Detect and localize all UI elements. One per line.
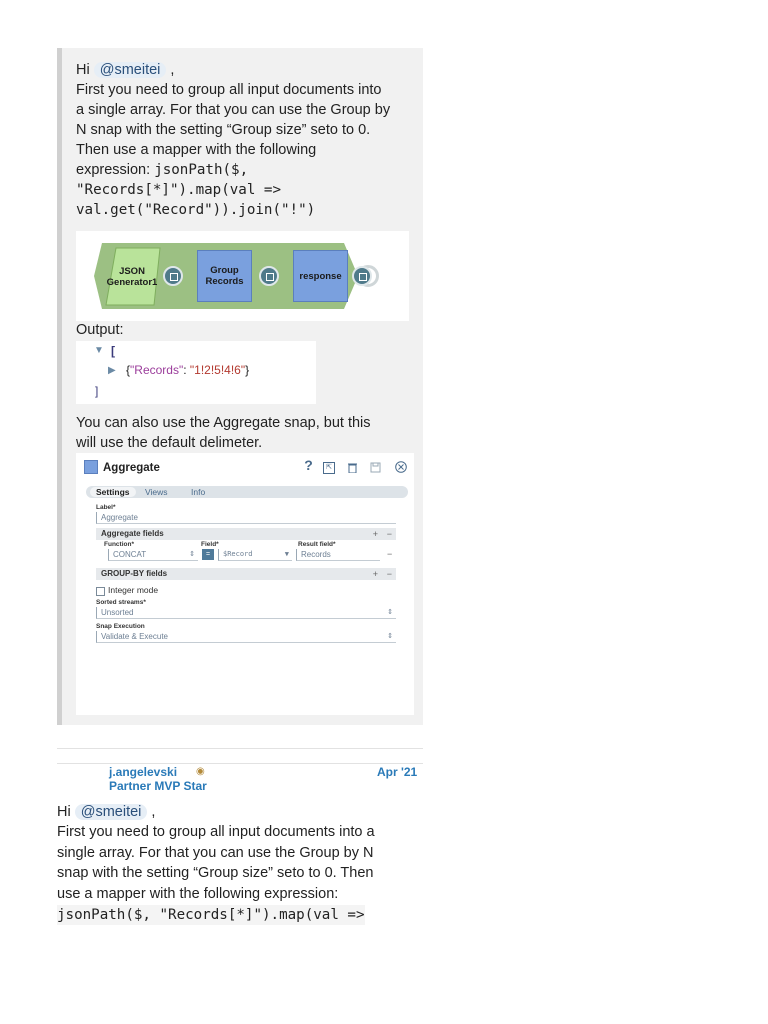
save-icon[interactable] [370, 462, 381, 473]
snap-execution-label: Snap Execution [96, 623, 145, 630]
pipeline-image [76, 231, 409, 321]
stepper-icon: ⇕ [387, 609, 393, 616]
snap-icon [84, 460, 98, 474]
collapse-triangle-icon[interactable]: ▼ [94, 345, 104, 356]
add-row-button[interactable]: + [372, 529, 378, 539]
eye-icon: ◉ [196, 766, 205, 777]
integer-mode-checkbox[interactable] [96, 587, 105, 596]
expand-triangle-icon[interactable]: ▶ [108, 365, 116, 376]
expression-toggle-icon[interactable]: = [202, 549, 214, 560]
post-header-divider [57, 763, 423, 764]
json-open-bracket: [ [111, 344, 115, 358]
field-value: $Record [223, 550, 253, 558]
result-field-input[interactable]: Records [296, 549, 380, 561]
remove-row-button[interactable]: − [386, 529, 392, 539]
paragraph-line: single array. For that you can use the Group by N [57, 845, 374, 861]
post-date[interactable]: Apr '21 [377, 765, 418, 779]
close-icon[interactable] [395, 461, 406, 472]
json-value: "1!2!5!4!6" [189, 363, 246, 377]
paragraph-line: snap with the setting “Group size” seto to 0. Then [57, 865, 374, 881]
json-key: "Records" [130, 363, 184, 377]
json-colon: : [183, 363, 190, 377]
aggregate-fields-header [96, 528, 396, 540]
user-title: Partner MVP Star [109, 779, 207, 793]
stepper-icon: ⇕ [387, 633, 393, 640]
paragraph-line: N snap with the setting “Group size” seto to 0. [76, 122, 371, 138]
sorted-streams-select[interactable] [96, 607, 396, 619]
paragraph-line: Then use a mapper with the following [76, 142, 317, 158]
dropdown-icon[interactable]: ▼ [284, 550, 289, 558]
add-row-button[interactable]: + [372, 569, 378, 579]
tab-views[interactable]: Views [145, 487, 168, 497]
function-value: CONCAT [113, 550, 147, 559]
comma: , [151, 804, 156, 820]
paragraph-line: You can also use the Aggregate snap, but this [76, 415, 371, 431]
json-brace: { [126, 363, 131, 377]
section-title: Aggregate fields [101, 529, 164, 538]
post-divider [57, 748, 423, 749]
expression-label: expression: [76, 162, 155, 178]
paragraph-line: will use the default delimeter. [76, 435, 263, 451]
json-brace: } [245, 363, 250, 377]
label-field-label: Label* [96, 504, 116, 511]
expression-line [76, 160, 248, 180]
inline-code: "Records[*]").map(val => [76, 182, 281, 198]
snap-group-records[interactable]: Group Records [197, 250, 252, 302]
function-label: Function* [104, 541, 134, 548]
json-close-bracket: ] [95, 384, 99, 398]
comma: , [170, 62, 175, 78]
paragraph-line: First you need to group all input documents into a [57, 824, 375, 840]
greeting: Hi [57, 804, 71, 820]
groupby-fields-header [96, 568, 396, 580]
integer-mode-label: Integer mode [108, 585, 159, 595]
snap-execution-value: Validate & Execute [101, 632, 169, 641]
json-object [126, 363, 249, 377]
output-port-icon [352, 266, 372, 286]
tab-info[interactable]: Info [191, 487, 206, 497]
greeting-line [57, 802, 155, 822]
result-field-label: Result field* [298, 541, 336, 548]
greeting-line [76, 60, 174, 80]
inline-code: val.get("Record")).join("!") [76, 202, 316, 218]
stepper-icon: ⇕ [189, 551, 195, 558]
paragraph-line: a single array. For that you can use the Group by [76, 102, 391, 118]
function-select[interactable] [108, 549, 198, 561]
field-label: Field* [201, 541, 219, 548]
sorted-streams-label: Sorted streams* [96, 599, 146, 606]
expand-icon[interactable]: ⇱ [323, 462, 335, 474]
inline-code: jsonPath($, "Records[*]").map(val => [57, 905, 365, 925]
author-name[interactable]: j.angelevski [109, 765, 178, 779]
output-port-icon [259, 266, 279, 286]
field-input[interactable] [218, 549, 292, 561]
output-port-icon [163, 266, 183, 286]
sorted-streams-value: Unsorted [101, 608, 134, 617]
remove-row-button[interactable]: − [386, 569, 392, 579]
mention-link[interactable]: @smeitei [75, 804, 148, 820]
output-label: Output: [76, 322, 124, 338]
greeting: Hi [76, 62, 90, 78]
section-title: GROUP-BY fields [101, 569, 168, 578]
snap-execution-select[interactable] [96, 631, 396, 643]
mention-link[interactable]: @smeitei [94, 62, 167, 78]
paragraph-line: First you need to group all input documents into [76, 82, 382, 98]
delete-icon[interactable] [347, 462, 358, 473]
label-input[interactable]: Aggregate [96, 512, 396, 524]
snap-json-generator[interactable]: JSON Generator1 [106, 265, 158, 288]
tab-settings[interactable]: Settings [90, 487, 136, 497]
dialog-title: Aggregate [103, 462, 160, 474]
snap-response[interactable]: response [293, 250, 348, 302]
remove-row-button[interactable]: − [387, 549, 393, 559]
inline-code: jsonPath($, [154, 162, 249, 178]
help-icon[interactable]: ? [304, 457, 313, 473]
output-json-panel [76, 341, 316, 404]
paragraph-line: use a mapper with the following expression: [57, 886, 339, 902]
